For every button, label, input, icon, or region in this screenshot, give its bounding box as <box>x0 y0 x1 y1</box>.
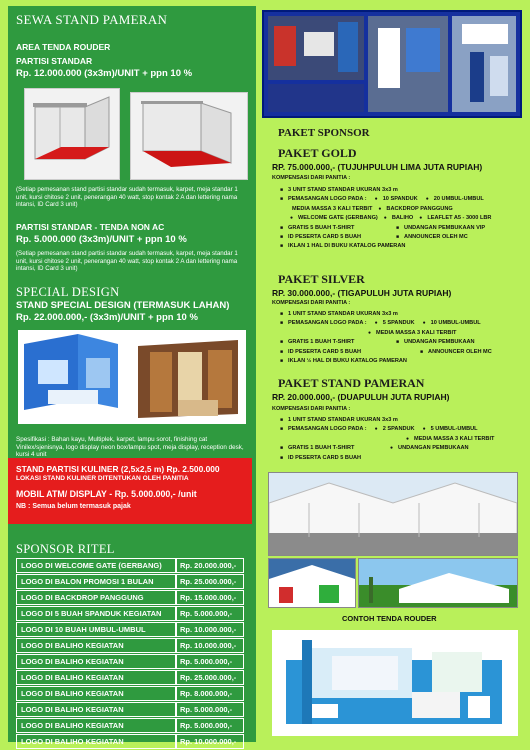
nonac-note: (Setiap pemesanan stand partisi standar sudah termasuk, karpet, meja standar 1 unit, kursi chitose 2 unit, penerangan 40 watt, stop kontak 2 A dan lettering nama intansi, ID Card 3 unit) <box>16 250 238 273</box>
tenda-caption: CONTOH TENDA ROUDER <box>342 614 437 623</box>
sewa-stand-title: SEWA STAND PAMERAN <box>16 12 168 27</box>
silver-item: ■ 1 UNIT STAND STANDAR UKURAN 3x3 m <box>280 310 520 319</box>
gold-item: ● WELCOME GATE (GERBANG)● BALIHO● LEAFLET A5 - 3000 LBR <box>280 214 520 223</box>
silver-item: ■ IKLAN ½ HAL DI BUKU KATALOG PAMERAN <box>280 357 520 366</box>
stand-item: ■ GRATIS 1 BUAH T-SHIRT● UNDANGAN PEMBUKAAN <box>280 444 520 453</box>
stand-items <box>280 416 520 463</box>
silver-item: ■ GRATIS 1 BUAH T-SHIRT■ UNDANGAN PEMBUKAAN <box>280 338 520 347</box>
partisi-price: Rp. 12.000.000 (3x3m)/UNIT + ppn 10 % <box>16 68 193 79</box>
ritel-item-label: LOGO DI WELCOME GATE (GERBANG) <box>16 558 176 573</box>
silver-price: RP. 30.000.000,- (TIGAPULUH JUTA RUPIAH) <box>272 288 452 298</box>
ritel-item-price: Rp. 10.000.000,- <box>176 734 244 749</box>
ritel-item-price: Rp. 15.000.000,- <box>176 590 244 605</box>
ritel-row <box>16 734 244 749</box>
ritel-row <box>16 654 244 669</box>
ritel-row <box>16 638 244 653</box>
kuliner-box <box>8 458 252 524</box>
gold-item: ■ GRATIS 5 BUAH T-SHIRT■ UNDANGAN PEMBUKAAN VIP <box>280 224 520 233</box>
paket-sponsor-title: PAKET SPONSOR <box>278 127 370 139</box>
left-panel <box>8 6 256 746</box>
ritel-item-label: LOGO DI 10 BUAH UMBUL-UMBUL <box>16 622 176 637</box>
kuliner-line-1: STAND PARTISI KULINER (2,5x2,5 m) Rp. 2.500.000 <box>16 464 220 474</box>
area-label: AREA TENDA ROUDER <box>16 42 111 52</box>
silver-item: ● MEDIA MASSA 3 KALI TERBIT <box>280 329 520 338</box>
stand-item: ● MEDIA MASSA 3 KALI TERBIT <box>280 435 520 444</box>
ritel-item-price: Rp. 20.000.000,- <box>176 558 244 573</box>
ritel-row <box>16 558 244 573</box>
gold-price: RP. 75.000.000,- (TUJUHPULUH LIMA JUTA RUPIAH) <box>272 162 483 172</box>
tent-photo-1 <box>268 472 518 556</box>
partisi-note: (Setiap pemesanan stand partisi standar sudah termasuk, karpet, meja standar 1 unit, kursi chitose 2 unit, penerangan 40 watt, stop kontak 2 A dan lettering nama intansi, ID Card 3 unit) <box>16 186 238 209</box>
ritel-item-label: LOGO DI BALIHO KEGIATAN <box>16 686 176 701</box>
gold-item: ■ ID PESERTA CARD 5 BUAH■ ANNOUNCER OLEH MC <box>280 233 520 242</box>
ritel-item-label: LOGO DI 5 BUAH SPANDUK KEGIATAN <box>16 606 176 621</box>
stand-item: ■ ID PESERTA CARD 5 BUAH <box>280 454 520 463</box>
nonac-price: Rp. 5.000.000 (3x3m)/UNIT + ppn 10 % <box>16 234 187 245</box>
special-design-title: SPECIAL DESIGN <box>16 285 120 299</box>
nonac-title: PARTISI STANDAR - TENDA NON AC <box>16 222 165 232</box>
ritel-item-price: Rp. 10.000.000,- <box>176 622 244 637</box>
ritel-row <box>16 718 244 733</box>
ritel-row <box>16 574 244 589</box>
tent-photo-3 <box>358 558 518 608</box>
gold-item: ■ IKLAN 1 HAL DI BUKU KATALOG PAMERAN <box>280 242 520 251</box>
gold-item: ■ 3 UNIT STAND STANDAR UKURAN 3x3 m <box>280 186 520 195</box>
ritel-item-label: LOGO DI BALIHO KEGIATAN <box>16 718 176 733</box>
ritel-item-label: LOGO DI BACKDROP PANGGUNG <box>16 590 176 605</box>
ritel-item-price: Rp. 10.000.000,- <box>176 638 244 653</box>
ritel-item-price: Rp. 5.000.000,- <box>176 718 244 733</box>
special-design-photo <box>18 330 246 424</box>
ritel-item-price: Rp. 25.000.000,- <box>176 670 244 685</box>
stand-kompensasi: KOMPENSASI DARI PANITIA : <box>272 406 351 412</box>
ritel-item-label: LOGO DI BALIHO KEGIATAN <box>16 638 176 653</box>
ritel-row <box>16 590 244 605</box>
ritel-item-label: LOGO DI BALON PROMOSI 1 BULAN <box>16 574 176 589</box>
silver-item: ■ ID PESERTA CARD 5 BUAH■ ANNOUNCER OLEH MC <box>280 348 520 357</box>
ritel-item-label: LOGO DI BALIHO KEGIATAN <box>16 654 176 669</box>
stand-title: PAKET STAND PAMERAN <box>278 376 425 390</box>
gold-kompensasi: KOMPENSASI DARI PANITIA : <box>272 175 351 181</box>
special-price: Rp. 22.000.000,- (3x3m)/UNIT + ppn 10 % <box>16 312 198 323</box>
ritel-row <box>16 686 244 701</box>
exhibition-photo-top <box>262 10 522 118</box>
ritel-item-price: Rp. 8.000.000,- <box>176 686 244 701</box>
silver-item: ■ PEMASANGAN LOGO PADA :● 5 SPANDUK● 10 UMBUL-UMBUL <box>280 319 520 328</box>
gold-item: ■ PEMASANGAN LOGO PADA :● 10 SPANDUK● 20 UMBUL-UMBUL <box>280 195 520 204</box>
ritel-row <box>16 670 244 685</box>
right-panel <box>262 6 524 742</box>
silver-items <box>280 310 520 366</box>
special-spec: Spesifikasi : Bahan kayu, Multiplek, karpet, lampu sorot, finishing cat Vinilex/sjenisnya, logo display neon box/lampu spot, meja display, reception desk, kursi 4 unit <box>16 436 244 459</box>
silver-kompensasi: KOMPENSASI DARI PANITIA : <box>272 300 351 306</box>
gold-title: PAKET GOLD <box>278 146 357 160</box>
ritel-item-price: Rp. 5.000.000,- <box>176 654 244 669</box>
ritel-row <box>16 702 244 717</box>
mobil-atm-line: MOBIL ATM/ DISPLAY - Rp. 5.000.000,- /unit <box>16 489 197 499</box>
silver-title: PAKET SILVER <box>278 272 365 286</box>
ritel-row <box>16 622 244 637</box>
stand-item: ■ PEMASANGAN LOGO PADA :● 2 SPANDUK● 5 UMBUL-UMBUL <box>280 425 520 434</box>
nb-line: NB : Semua belum termasuk pajak <box>16 503 131 510</box>
ritel-item-price: Rp. 25.000.000,- <box>176 574 244 589</box>
partisi-photo-2 <box>130 92 248 180</box>
stand-render-photo <box>272 630 518 736</box>
ritel-table <box>16 558 244 750</box>
ritel-item-price: Rp. 5.000.000,- <box>176 702 244 717</box>
tent-photo-2 <box>268 558 356 608</box>
ritel-item-price: Rp. 5.000.000,- <box>176 606 244 621</box>
partisi-photo-1 <box>24 88 120 180</box>
ritel-item-label: LOGO DI BALIHO KEGIATAN <box>16 734 176 749</box>
partisi-title: PARTISI STANDAR <box>16 56 93 66</box>
ritel-item-label: LOGO DI BALIHO KEGIATAN <box>16 702 176 717</box>
gold-items <box>280 186 520 252</box>
stand-item: ■ 1 UNIT STAND STANDAR UKURAN 3x3 m <box>280 416 520 425</box>
ritel-item-label: LOGO DI BALIHO KEGIATAN <box>16 670 176 685</box>
ritel-row <box>16 606 244 621</box>
stand-price: RP. 20.000.000,- (DUAPULUH JUTA RUPIAH) <box>272 392 450 402</box>
sponsor-ritel-title: SPONSOR RITEL <box>16 542 115 556</box>
special-sub: STAND SPECIAL DESIGN (TERMASUK LAHAN) <box>16 300 230 311</box>
kuliner-line-2: LOKASI STAND KULINER DITENTUKAN OLEH PANITIA <box>16 475 189 482</box>
gold-item: MEDIA MASSA 3 KALI TERBIT● BACKDROP PANGGUNG <box>280 205 520 214</box>
